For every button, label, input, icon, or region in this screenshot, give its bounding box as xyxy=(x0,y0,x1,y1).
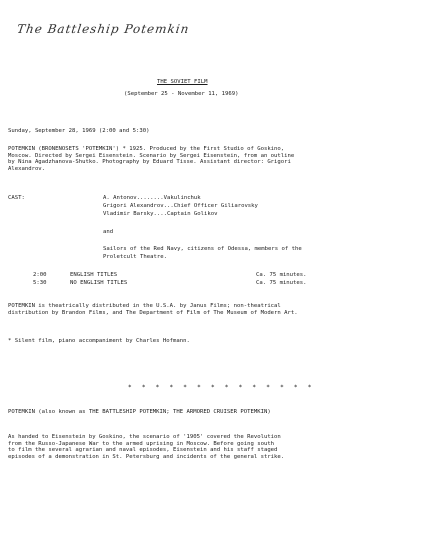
cast-extras-line: Sailors of the Red Navy, citizens of Odessa, members of the xyxy=(103,246,302,252)
credits-line: POTEMKIN (BRONENOSETS 'POTEMKIN') * 1925. Produced by the First Studio of Goskino, xyxy=(8,146,285,152)
cast-extras-line: Proletcult Theatre. xyxy=(103,254,167,260)
history-line: from the Russo-Japanese War to the armed uprising in Moscow. Before going south xyxy=(8,440,275,447)
screening-date: Sunday, September 28, 1969 (2:00 and 5:30) xyxy=(8,128,150,134)
credits-line: by Nina Agadzhanova-Shutko. Photography by Eduard Tisse. Assistant director: Grigori xyxy=(8,159,291,166)
history-line: episodes of a demonstration in St. Petersburg and incidents of the general strike. xyxy=(8,454,285,461)
credits-paragraph xyxy=(8,146,408,173)
credits-line: Alexandrov. xyxy=(8,166,46,173)
showing-version: ENGLISH TITLES xyxy=(70,272,118,278)
credits-line: Moscow. Directed by Sergei Eisenstein. Scenario by Sergei Eisenstein, from an outline xyxy=(8,152,295,159)
showing-time: 2:00 xyxy=(33,272,47,278)
separator: * * * * * * * * * * * * * * xyxy=(128,384,315,391)
showing-time: 5:30 xyxy=(33,280,47,286)
aka-line: POTEMKIN (also known as THE BATTLESHIP POTEMKIN; THE ARMORED CRUISER POTEMKIN) xyxy=(8,409,271,415)
distribution-line: POTEMKIN is theatrically distributed in the U.S.A. by Janus Films; non-theatrical xyxy=(8,303,281,309)
cast-line: Grigori Alexandrov...Chief Officer Giliarovsky xyxy=(103,203,258,209)
cast-line: Vladimir Barsky....Captain Golikov xyxy=(103,211,218,217)
history-line: As handed to Eisenstein by Goskino, the scenario of '1905' covered the Revolution xyxy=(8,434,281,440)
cast-line: A. Antonov........Vakulinchuk xyxy=(103,195,201,201)
showing-duration: Ca. 75 minutes. xyxy=(256,272,307,278)
distribution-paragraph xyxy=(8,303,408,316)
history-line: to film the several agrarian and naval episodes, Eisenstein and his staff staged xyxy=(8,447,278,454)
showing-duration: Ca. 75 minutes. xyxy=(256,280,307,286)
cast-and: and xyxy=(103,229,114,235)
showing-version: NO ENGLISH TITLES xyxy=(70,280,128,286)
history-paragraph xyxy=(8,434,408,461)
document-title: THE SOVIET FILM xyxy=(157,79,208,85)
cast-label: CAST: xyxy=(8,195,25,201)
handwritten-note: The Battleship Potemkin xyxy=(16,22,191,36)
distribution-line: distribution by Brandon Films, and The Department of Film of The Museum of Modern Art. xyxy=(8,309,298,316)
footnote: * Silent film, piano accompaniment by Charles Hofmann. xyxy=(8,338,190,344)
series-dates: (September 25 - November 11, 1969) xyxy=(124,91,239,97)
